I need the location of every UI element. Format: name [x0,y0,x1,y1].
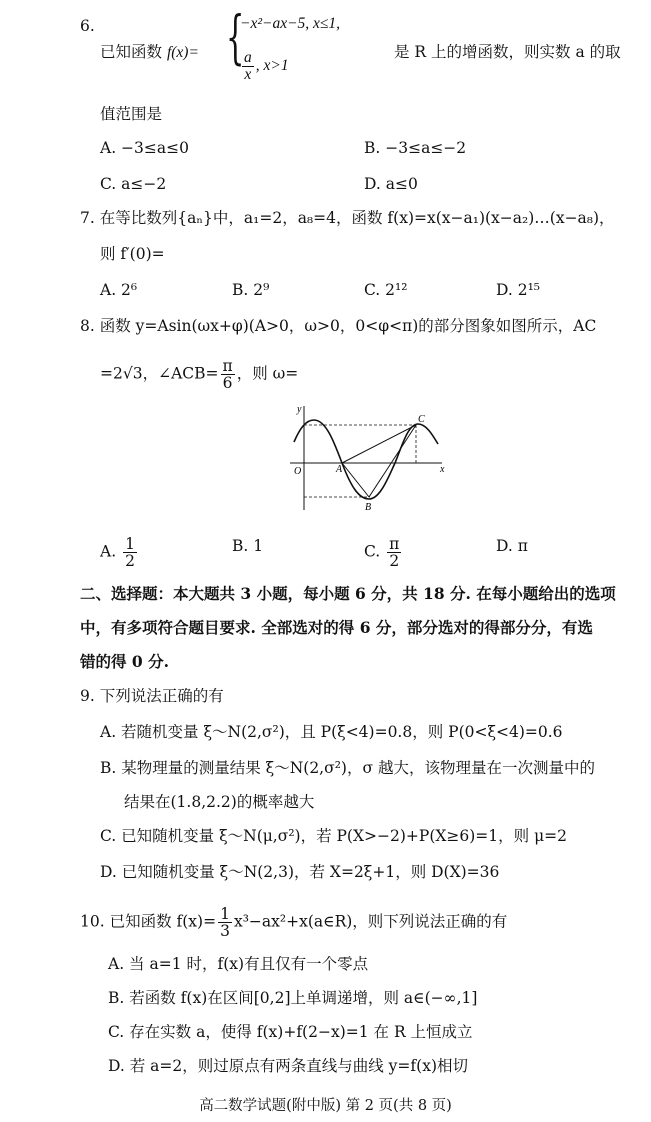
graph-label-c: C [418,414,425,425]
q7-option-d: D. 2¹⁵ [496,281,541,299]
q6-tail-2: 值范围是 [100,105,163,123]
q6-case-2 [240,50,289,83]
q8-option-a-num: 1 [125,535,135,553]
q7-line-2: 则 f′(0)= [100,245,165,263]
q8-angle-num: π [222,357,233,375]
section-2-line-1: 二、选择题：本大题共 3 小题，每小题 6 分，共 18 分. 在每小题给出的选项 [80,584,616,603]
q10-option-a: A. 当 a=1 时，f(x)有且仅有一个零点 [108,955,369,973]
q8-line-2 [100,358,298,391]
q8-option-a-den: 2 [125,552,135,570]
q9-option-d: D. 已知随机变量 ξ～N(2,3)，若 X=2ξ+1，则 D(X)=36 [100,863,500,881]
q10-stem-pre: 10. 已知函数 f(x)= [80,912,217,931]
q6-case-2-rest: , x>1 [255,57,289,75]
q6-lead-text: 已知函数 [100,43,163,61]
graph-label-a: A [336,464,343,475]
q9-option-a: A. 若随机变量 ξ～N(2,σ²)，且 P(ξ<4)=0.8，则 P(0<ξ<4)=0.6 [100,723,563,741]
q6-option-a: A. −3≤a≤0 [100,139,189,157]
q8-option-a-prefix: A. [100,542,117,561]
q7-option-b: B. 2⁹ [232,281,270,299]
graph-label-b: B [365,502,372,513]
q9-option-b-line-1: B. 某物理量的测量结果 ξ～N(2,σ²)，σ 越大，该物理量在一次测量中的 [100,759,595,777]
q8-option-d: D. π [496,537,528,555]
q8-option-a [100,536,139,569]
q8-line-2-pre: =2√3，∠ACB= [100,364,219,383]
q8-sine-graph [280,398,452,516]
q7-option-c: C. 2¹² [364,281,408,299]
q8-line-1: 8. 函数 y=Asin(ωx+φ)(A>0，ω>0，0<φ<π)的部分图象如图所示，AC [80,317,597,335]
q8-option-b: B. 1 [232,537,264,555]
q6-case-2-num: a [244,49,252,66]
q6-tail: 是 R 上的增函数，则实数 a 的取 [394,43,621,61]
q6-option-d: D. a≤0 [364,175,418,193]
q9-option-b-line-2: 结果在(1.8,2.2)的概率越大 [124,793,315,811]
q6-case-2-den: x [244,66,252,83]
q10-option-b: B. 若函数 f(x)在区间[0,2]上单调递增，则 a∈(−∞,1] [108,989,478,1007]
q7-option-a: A. 2⁶ [100,281,138,299]
q6-number: 6. [80,17,95,35]
q6-fx: f(x)= [166,44,199,61]
q8-option-c-num: π [389,535,400,553]
section-2-line-2: 中，有多项符合题目要求. 全部选对的得 6 分，部分选对的得部分分，有选 [80,618,593,637]
q6-case-1: −x²−ax−5, x≤1, [240,15,341,32]
q10-option-c: C. 存在实数 a，使得 f(x)+f(2−x)=1 在 R 上恒成立 [108,1023,473,1041]
graph-segment-ab [342,463,369,497]
q8-option-c [364,536,403,569]
q7-line-1: 7. 在等比数列{aₙ}中，a₁=2，a₈=4，函数 f(x)=x(x−a₁)(x−a₂)…(x−a₈)， [80,209,615,227]
graph-label-o: O [294,466,302,477]
q8-option-c-den: 2 [389,552,400,570]
graph-label-x: x [440,464,445,475]
graph-segment-ac [342,425,416,463]
q9-stem: 9. 下列说法正确的有 [80,687,224,705]
q10-option-d: D. 若 a=2，则过原点有两条直线与曲线 y=f(x)相切 [108,1057,468,1075]
page-footer: 高二数学试题(附中版) 第 2 页(共 8 页) [199,1098,452,1114]
graph-label-y: y [297,404,302,415]
q10-stem-post: x³−ax²+x(a∈R)，则下列说法正确的有 [233,912,508,931]
graph-segment-bc [369,425,416,497]
q6-lead [100,42,199,63]
q8-option-c-prefix: C. [364,542,381,561]
q10-stem [80,906,507,939]
q10-frac-den: 3 [220,922,230,940]
q6-option-c: C. a≤−2 [100,175,167,193]
q6-piecewise-brace: { [226,3,245,71]
section-2-line-3: 错的得 0 分. [80,652,169,671]
q10-frac-num: 1 [220,905,230,923]
q8-line-2-post: ，则 ω= [236,364,299,383]
q6-option-b: B. −3≤a≤−2 [364,139,467,157]
q8-angle-den: 6 [222,374,233,392]
q9-option-c: C. 已知随机变量 ξ～N(μ,σ²)，若 P(X>−2)+P(X≥6)=1，则 μ=2 [100,827,567,845]
